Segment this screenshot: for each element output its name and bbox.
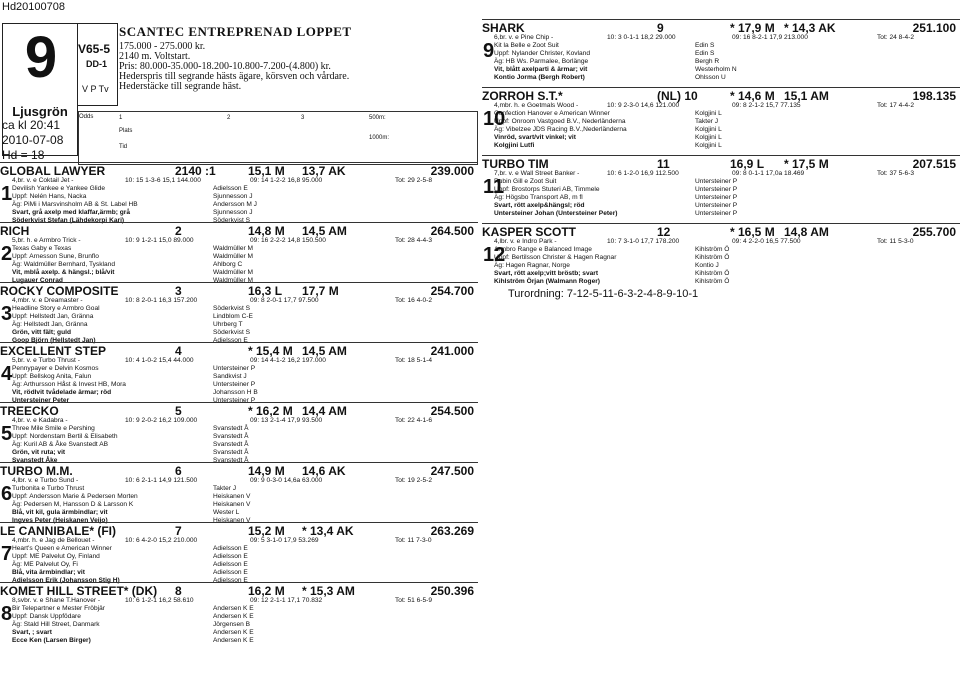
record: 17,7 M — [302, 284, 339, 298]
entry-detail: Adielsson Erik (Johansson Stig H) — [12, 577, 120, 584]
entry-number: 7 — [1, 543, 13, 565]
horse-name: KOMET HILL STREET* (DK) — [0, 584, 158, 598]
pedigree: 4,mbr. h. e Jag de Bellouet - — [12, 537, 95, 544]
col-2: 2 — [227, 115, 231, 121]
record: 13,7 AK — [302, 164, 346, 178]
record: * 14,3 AK — [784, 21, 836, 35]
entry-detail: Äg: Pedersen M, Hansson D & Larsson K — [12, 501, 134, 508]
entry-divider — [0, 222, 478, 223]
driver: Söderkvist S — [213, 305, 251, 312]
entry-detail: Uppf: Nordenstam Bertil & Elisabeth — [12, 433, 118, 440]
total-stats: Tot: 24 8-4-2 — [877, 34, 915, 41]
start-pos: 6 — [175, 464, 182, 478]
pedigree: 5,br. h. e Armbro Trick - — [12, 237, 81, 244]
start-pos: 12 — [657, 225, 671, 239]
pedigree: 4,mbr. h. e Goetmals Wood - — [494, 102, 579, 109]
driver: Svanstedt Å — [213, 433, 249, 440]
race-title: SCANTEC ENTREPRENAD LOPPET — [119, 24, 352, 39]
pedigree: 4,mbr. v. e Dreamaster - — [12, 297, 83, 304]
entry-divider — [0, 522, 478, 523]
entry-number: 3 — [1, 303, 13, 325]
total-stats: Tot: 11 7-3-0 — [395, 537, 432, 544]
horse-name: TURBO TIM — [482, 157, 549, 171]
entry-divider — [0, 162, 478, 163]
entry-detail: Svanstedt Åke — [12, 457, 58, 464]
entry-detail: Uppf: ME Palvelut Oy, Finland — [12, 553, 100, 560]
best-time: 16,2 M — [248, 584, 285, 598]
earnings: 250.396 — [430, 584, 474, 598]
driver: Kihlström Ö — [695, 278, 730, 285]
odds-label: Odds — [79, 114, 94, 120]
entry-divider — [0, 582, 478, 583]
entry-detail: Kontio Jorma (Bergh Robert) — [494, 74, 585, 81]
driver: Sjunnesson J — [213, 209, 253, 216]
entry-detail: Äg: HB Ws. Parmalee, Borlänge — [494, 58, 589, 65]
horse-name: GLOBAL LAWYER — [0, 164, 106, 178]
prize-line: Hederspris till segrande hästs ägare, körsven och vårdare. — [119, 71, 350, 82]
odds-box — [78, 111, 478, 165]
driver: Adielsson E — [213, 577, 248, 584]
horse-name: SHARK — [482, 21, 525, 35]
driver: Untersteiner P — [213, 397, 256, 404]
entry-detail: Uppf: Nelén Hans, Nacka — [12, 193, 87, 200]
record: * 13,4 AK — [302, 524, 354, 538]
entry-detail: Untersteiner Johan (Untersteiner Peter) — [494, 210, 618, 217]
game-box — [78, 23, 118, 106]
total-stats: Tot: 11 5-3-0 — [877, 238, 914, 245]
entry-number: 11 — [483, 176, 505, 198]
entry-detail: Svart, rött axelp&hängsl; röd — [494, 202, 585, 209]
driver: Untersteiner P — [695, 178, 738, 185]
stats-2010: 10: 4 1-0-2 15,4 44.000 — [125, 357, 194, 364]
start-pos: 11 — [657, 157, 670, 171]
dd-label: DD-1 — [86, 59, 108, 69]
entry-detail: Svart, ; svart — [12, 629, 52, 636]
entry-divider — [0, 462, 478, 463]
driver: Kihlström Ö — [695, 254, 730, 261]
pedigree: 7,br. v. e Wall Street Banker - — [494, 170, 580, 177]
driver: Westerholm N — [695, 66, 737, 73]
earnings: 198.135 — [912, 89, 956, 103]
earnings: 207.515 — [912, 157, 956, 171]
total-stats: Tot: 22 4-1-6 — [395, 417, 433, 424]
stats-2010: 10: 6 4-2-0 15,2 210.000 — [125, 537, 198, 544]
best-time: 16,9 L — [730, 157, 765, 171]
stats-2010: 10: 9 1-2-1 15,0 89.000 — [125, 237, 194, 244]
entry-divider — [0, 342, 478, 343]
driver: Adielsson E — [213, 185, 248, 192]
entry-divider — [482, 19, 960, 20]
entry-detail: Uppf: Onroom Vastgoed B.V., Nederländerna — [494, 118, 626, 125]
pedigree: 6,br. v. e Pine Chip - — [494, 34, 554, 41]
driver: Untersteiner P — [695, 186, 738, 193]
prize-line: 175.000 - 275.000 kr. — [119, 41, 206, 52]
earnings: 264.500 — [430, 224, 474, 238]
entry-detail: Untersteiner Peter — [12, 397, 70, 404]
total-stats: Tot: 37 5-6-3 — [877, 170, 915, 177]
entry-divider — [482, 223, 960, 224]
entry-detail: Rubin Gill e Zoot Suit — [494, 178, 557, 185]
entry-detail: Kolgjini Lutfi — [494, 142, 535, 149]
pedigree: 5,br. v. e Turbo Thrust - — [12, 357, 80, 364]
pedigree: 8,svbr. v. e Shane T.Hanover - — [12, 597, 101, 604]
driver: Andersen K E — [213, 629, 254, 636]
stats-2010: 10: 6 2-1-1 14,9 121.500 — [125, 477, 198, 484]
total-stats: Tot: 16 4-0-2 — [395, 297, 433, 304]
driver: Kihlström Ö — [695, 246, 730, 253]
stats-2009: 09: 16 2-2-2 14,8 150.500 — [250, 237, 326, 244]
driver: Takter J — [213, 485, 237, 492]
entry-detail: Äg: ME Palvelut Oy, Fi — [12, 561, 78, 568]
best-time: * 16,5 M — [730, 225, 775, 239]
driver: Adielsson E — [213, 545, 248, 552]
total-stats: Tot: 19 2-5-2 — [395, 477, 433, 484]
stats-2010: 10: 9 2-3-0 14,6 121.000 — [607, 102, 680, 109]
entry-detail: Vinröd, svart/vit vinkel; vit — [494, 134, 576, 141]
entry-detail: Kit la Belle e Zoot Suit — [494, 42, 559, 49]
earnings: 255.700 — [912, 225, 956, 239]
prize-line: 2140 m. Voltstart. — [119, 51, 191, 62]
driver: Heiskanen V — [213, 493, 251, 500]
horse-name: ROCKY COMPOSITE — [0, 284, 119, 298]
entry-detail: Svart, rött axelp;vitt bröstb; svart — [494, 270, 599, 277]
pedigree: 4,lbr. v. e Turbo Sund - — [12, 477, 79, 484]
total-stats: Tot: 51 6-5-9 — [395, 597, 433, 604]
record: 14,5 AM — [302, 224, 347, 238]
best-time: 15,2 M — [248, 524, 285, 538]
start-pos: 2 — [175, 224, 182, 238]
total-stats: Tot: 17 4-4-2 — [877, 102, 915, 109]
race-info: ca kl 20:41 2010-07-08 Hd = 18 — [2, 118, 64, 162]
entry-detail: Vit, mblå axelp. & hängsl.; blå/vit — [12, 269, 115, 276]
driver: Heiskanen V — [213, 501, 251, 508]
entry-detail: Äg: PiMi i Marsvinsholm AB & St. Label HB — [12, 201, 138, 208]
record: 14,4 AM — [302, 404, 347, 418]
driver: Andersen K E — [213, 613, 254, 620]
entry-detail: Uppf: Nylander Christer, Kovland — [494, 50, 591, 57]
entry-detail: Äg: Waldmüller Bernhard, Tyskland — [12, 261, 115, 268]
driver: Edin S — [695, 50, 715, 57]
entry-detail: Uppf: Arnesson Sune, Brunflo — [12, 253, 99, 260]
prize-line: Hederstäcke till segrande häst. — [119, 81, 242, 92]
stats-2009: 09: 5 3-1-0 17,9 53.269 — [250, 537, 319, 544]
entry-detail: Devilish Yankee e Yankee Glide — [12, 185, 105, 192]
game-label: V65-5 — [78, 42, 111, 56]
entry-detail: Söderkvist Stefan (Lähdekorpi Kari) — [12, 217, 125, 224]
entry-detail: Äg: Vibelzee JDS Racing B.V.,Nederländerna — [494, 126, 627, 133]
driver: Johansson H B — [213, 389, 258, 396]
race-number: 9 — [24, 25, 56, 90]
r1000: 1000m: — [369, 135, 390, 141]
entry-detail: Pennypayer e Delvin Kosmos — [12, 365, 99, 372]
col-1: 1 — [119, 115, 123, 121]
entry-detail: Headline Story e Armbro Goal — [12, 305, 100, 312]
start-pos: 4 — [175, 344, 182, 358]
entry-divider — [0, 282, 478, 283]
record: 15,1 AM — [784, 89, 829, 103]
driver: Untersteiner P — [695, 194, 738, 201]
stats-2010: 10: 15 1-3-6 15,1 144.000 — [125, 177, 201, 184]
start-pos: (NL) 10 — [657, 89, 698, 103]
entry-detail: Uppf: Andersson Marie & Pedersen Morten — [12, 493, 138, 500]
stats-2010: 10: 6 1-2-1 16,2 58.610 — [125, 597, 194, 604]
entry-detail: Lugauer Conrad — [12, 277, 63, 284]
pedigree: 4,lbr. v. e Indro Park - — [494, 238, 557, 245]
entry-detail: Svart, grå axelp med klaffar,ärmb; grå — [12, 209, 131, 216]
entry-detail: Bir Telepartner e Mester Fröbjär — [12, 605, 105, 612]
earnings: 247.500 — [430, 464, 474, 478]
stats-2010: 10: 7 3-1-0 17,7 178.200 — [607, 238, 680, 245]
best-time: * 14,6 M — [730, 89, 775, 103]
entry-detail: Kihlström Örjan (Walmann Roger) — [494, 278, 600, 285]
driver: Uhrberg T — [213, 321, 243, 328]
stats-2009: 09: 14 4-1-2 16,2 197.000 — [250, 357, 326, 364]
earnings: 254.500 — [430, 404, 474, 418]
entry-detail: Blå, vit kil, gula ärmbindlar; vit — [12, 509, 108, 516]
driver: Takter J — [695, 118, 719, 125]
earnings: 263.269 — [430, 524, 474, 538]
entry-detail: Äg: Högsbo Transport AB, m fl — [494, 194, 583, 201]
driver: Söderkvist S — [213, 329, 251, 336]
stats-2010: 10: 8 2-0-1 16,3 157.200 — [125, 297, 198, 304]
horse-name: TREECKO — [0, 404, 59, 418]
entry-number: 2 — [1, 243, 13, 265]
best-time: 16,3 L — [248, 284, 283, 298]
driver: Lindblom C-E — [213, 313, 253, 320]
entry-detail: Uppf: Brostorps Stuteri AB, Timmele — [494, 186, 600, 193]
best-time: 15,1 M — [248, 164, 285, 178]
driver: Heiskanen V — [213, 517, 251, 524]
driver: Andersson M J — [213, 201, 257, 208]
driver: Kolgjini L — [695, 126, 722, 133]
plats-label: Plats — [119, 128, 133, 134]
stats-2009: 09: 8 0-1-1 17,0a 18.469 — [732, 170, 805, 177]
horse-name: EXCELLENT STEP — [0, 344, 107, 358]
entry-detail: Äg: Stald Hill Street, Danmark — [12, 621, 100, 628]
entry-detail: Texas Gaby e Texas — [12, 245, 72, 252]
driver: Söderkvist S — [213, 217, 251, 224]
earnings: 251.100 — [912, 21, 956, 35]
stats-2009: 09: 13 2-1-4 17,9 93.500 — [250, 417, 323, 424]
horse-name: TURBO M.M. — [0, 464, 73, 478]
entry-detail: Äg: Hagen Ragnar, Norge — [494, 262, 570, 269]
driver: Andersen K E — [213, 605, 254, 612]
total-stats: Tot: 18 5-1-4 — [395, 357, 433, 364]
start-pos: 3 — [175, 284, 182, 298]
best-time: 14,8 M — [248, 224, 285, 238]
stats-2009: 09: 16 8-2-1 17,9 213.000 — [732, 34, 808, 41]
driver: Waldmüller M — [213, 253, 254, 260]
entry-detail: Vit, rödlvit tvådelade ärmar; röd — [12, 389, 112, 396]
driver: Ahlborg C — [213, 261, 243, 268]
record: * 17,5 M — [784, 157, 829, 171]
driver: Kontio J — [695, 262, 719, 269]
driver: Wester L — [213, 509, 240, 516]
driver: Svanstedt Å — [213, 457, 249, 464]
earnings: 254.700 — [430, 284, 474, 298]
earnings: 239.000 — [430, 164, 474, 178]
driver: Untersteiner P — [213, 365, 256, 372]
tid-label: Tid — [119, 144, 128, 150]
driver: Adielsson E — [213, 569, 248, 576]
best-time: * 17,9 M — [730, 21, 775, 35]
entry-detail: Armbro Range e Balanced Image — [494, 246, 592, 253]
entry-detail: Ingves Peter (Heiskanen Veijo) — [12, 517, 108, 524]
driver: Kolgjini L — [695, 134, 722, 141]
driver: Adielsson E — [213, 553, 248, 560]
stats-2009: 09: 8 2-0-1 17,7 97.500 — [250, 297, 319, 304]
start-pos: 7 — [175, 524, 182, 538]
r500: 500m: — [369, 115, 386, 121]
entry-detail: Äg: Arthursson Håst & Invest HB, Mora — [12, 381, 126, 388]
driver: Waldmüller M — [213, 269, 254, 276]
entry-number: 6 — [1, 483, 13, 505]
driver: Sjunnesson J — [213, 193, 253, 200]
driver: Untersteiner P — [213, 381, 256, 388]
stats-2009: 09: 12 2-1-1 17,1 70.832 — [250, 597, 323, 604]
stats-2009: 09: 4 2-2-0 16,5 77.500 — [732, 238, 801, 245]
stats-2010: 10: 6 1-2-0 16,9 112.500 — [607, 170, 679, 177]
driver: Edin S — [695, 42, 715, 49]
driver: Jörgensen B — [213, 621, 251, 628]
entry-detail: Vit, blått axelparti & ärmar; vit — [494, 66, 588, 73]
driver: Bergh R — [695, 58, 720, 65]
earnings: 241.000 — [430, 344, 474, 358]
horse-name: LE CANNIBALE* (FI) — [0, 524, 116, 538]
driver: Waldmüller M — [213, 245, 254, 252]
entry-divider — [0, 402, 478, 403]
record: 14,5 AM — [302, 344, 347, 358]
entry-detail: Blå, vita ärmbindlar; vit — [12, 569, 85, 576]
turn-order: Turordning: 7-12-5-11-6-3-2-4-8-9-10-1 — [508, 288, 699, 300]
stats-2009: 09: 8 2-1-2 15,7 77.135 — [732, 102, 801, 109]
entry-detail: Uppf: Dansk Uppfödare — [12, 613, 81, 620]
horse-name: ZORROH S.T.* — [482, 89, 563, 103]
entry-number: 5 — [1, 423, 13, 445]
entry-number: 4 — [1, 363, 13, 385]
driver: Ohlsson U — [695, 74, 726, 81]
stats-2010: 10: 3 0-1-1 18,2 29.000 — [607, 34, 676, 41]
start-pos: 9 — [657, 21, 664, 35]
best-time: * 16,2 M — [248, 404, 293, 418]
entry-number: 12 — [483, 244, 506, 266]
driver: Andersen K E — [213, 637, 254, 644]
best-time: * 15,4 M — [248, 344, 293, 358]
prize-line: Pris: 80.000-35.000-18.200-10.800-7.200-(4.800) kr. — [119, 61, 331, 72]
driver: Sandkvist J — [213, 373, 247, 380]
entry-detail: Grön, vitt fält; guld — [12, 329, 71, 336]
entry-detail: Uppf: Hellstedt Jan, Gränna — [12, 313, 94, 320]
entry-detail: Äg: Kuril AB & Åke Svanstedt AB — [12, 441, 109, 448]
driver: Adielsson E — [213, 561, 248, 568]
entry-detail: Grön, vit ruta; vit — [12, 449, 66, 456]
driver: Svanstedt Å — [213, 449, 249, 456]
driver: Untersteiner P — [695, 210, 738, 217]
driver: Kolgjini L — [695, 110, 722, 117]
total-stats: Tot: 29 2-5-8 — [395, 177, 433, 184]
pedigree: 4,br. v. e Kadabra - — [12, 417, 68, 424]
entry-number: 1 — [1, 183, 13, 205]
driver: Waldmüller M — [213, 277, 254, 284]
entry-detail: Confection Hanover e American Winner — [494, 110, 610, 117]
col-3: 3 — [301, 115, 305, 121]
stats-2009: 09: 9 0-3-0 14,6a 63.000 — [250, 477, 323, 484]
entry-number: 8 — [1, 603, 13, 625]
stats-2009: 09: 14 1-2-2 16,8 95.000 — [250, 177, 323, 184]
entry-divider — [482, 155, 960, 156]
entry-detail: Three Mile Smile e Pershing — [12, 425, 95, 432]
driver: Adielsson E — [213, 337, 248, 344]
record: 14,8 AM — [784, 225, 829, 239]
page-id: Hd20100708 — [2, 1, 66, 13]
track-name: Ljusgrön — [12, 104, 68, 119]
driver: Kihlström Ö — [695, 270, 730, 277]
record: 14,6 AK — [302, 464, 346, 478]
entry-detail: Turbonita e Turbo Thrust — [12, 485, 85, 492]
entry-number: 10 — [483, 108, 506, 130]
entry-detail: Uppf: Bertilsson Christer & Hagen Ragnar — [494, 254, 617, 261]
best-time: 14,9 M — [248, 464, 285, 478]
entry-divider — [482, 87, 960, 88]
entry-detail: Goop Björn (Hellstedt Jan) — [12, 337, 96, 344]
record: * 15,3 AM — [302, 584, 355, 598]
driver: Kolgjini L — [695, 142, 722, 149]
horse-name: KASPER SCOTT — [482, 225, 577, 239]
vptv-label: V P Tv — [82, 84, 109, 94]
pedigree: 4,br. v. e Coktail Jet - — [12, 177, 74, 184]
start-pos: 8 — [175, 584, 182, 598]
entry-detail: Heart's Queen e American Winner — [12, 545, 112, 552]
entry-number: 9 — [483, 40, 495, 62]
horse-name: RICH — [0, 224, 30, 238]
entry-detail: Äg: Hellstedt Jan, Gränna — [12, 321, 88, 328]
driver: Svanstedt Å — [213, 425, 249, 432]
entry-detail: Ecce Ken (Larsen Birger) — [12, 637, 91, 644]
start-pos: 5 — [175, 404, 182, 418]
entry-detail: Uppf: Bellskog Anita, Falun — [12, 373, 92, 380]
driver: Svanstedt Å — [213, 441, 249, 448]
start-pos: 2140 :1 — [175, 164, 216, 178]
stats-2010: 10: 9 2-0-2 16,2 109.000 — [125, 417, 198, 424]
total-stats: Tot: 28 4-4-3 — [395, 237, 433, 244]
driver: Untersteiner P — [695, 202, 738, 209]
